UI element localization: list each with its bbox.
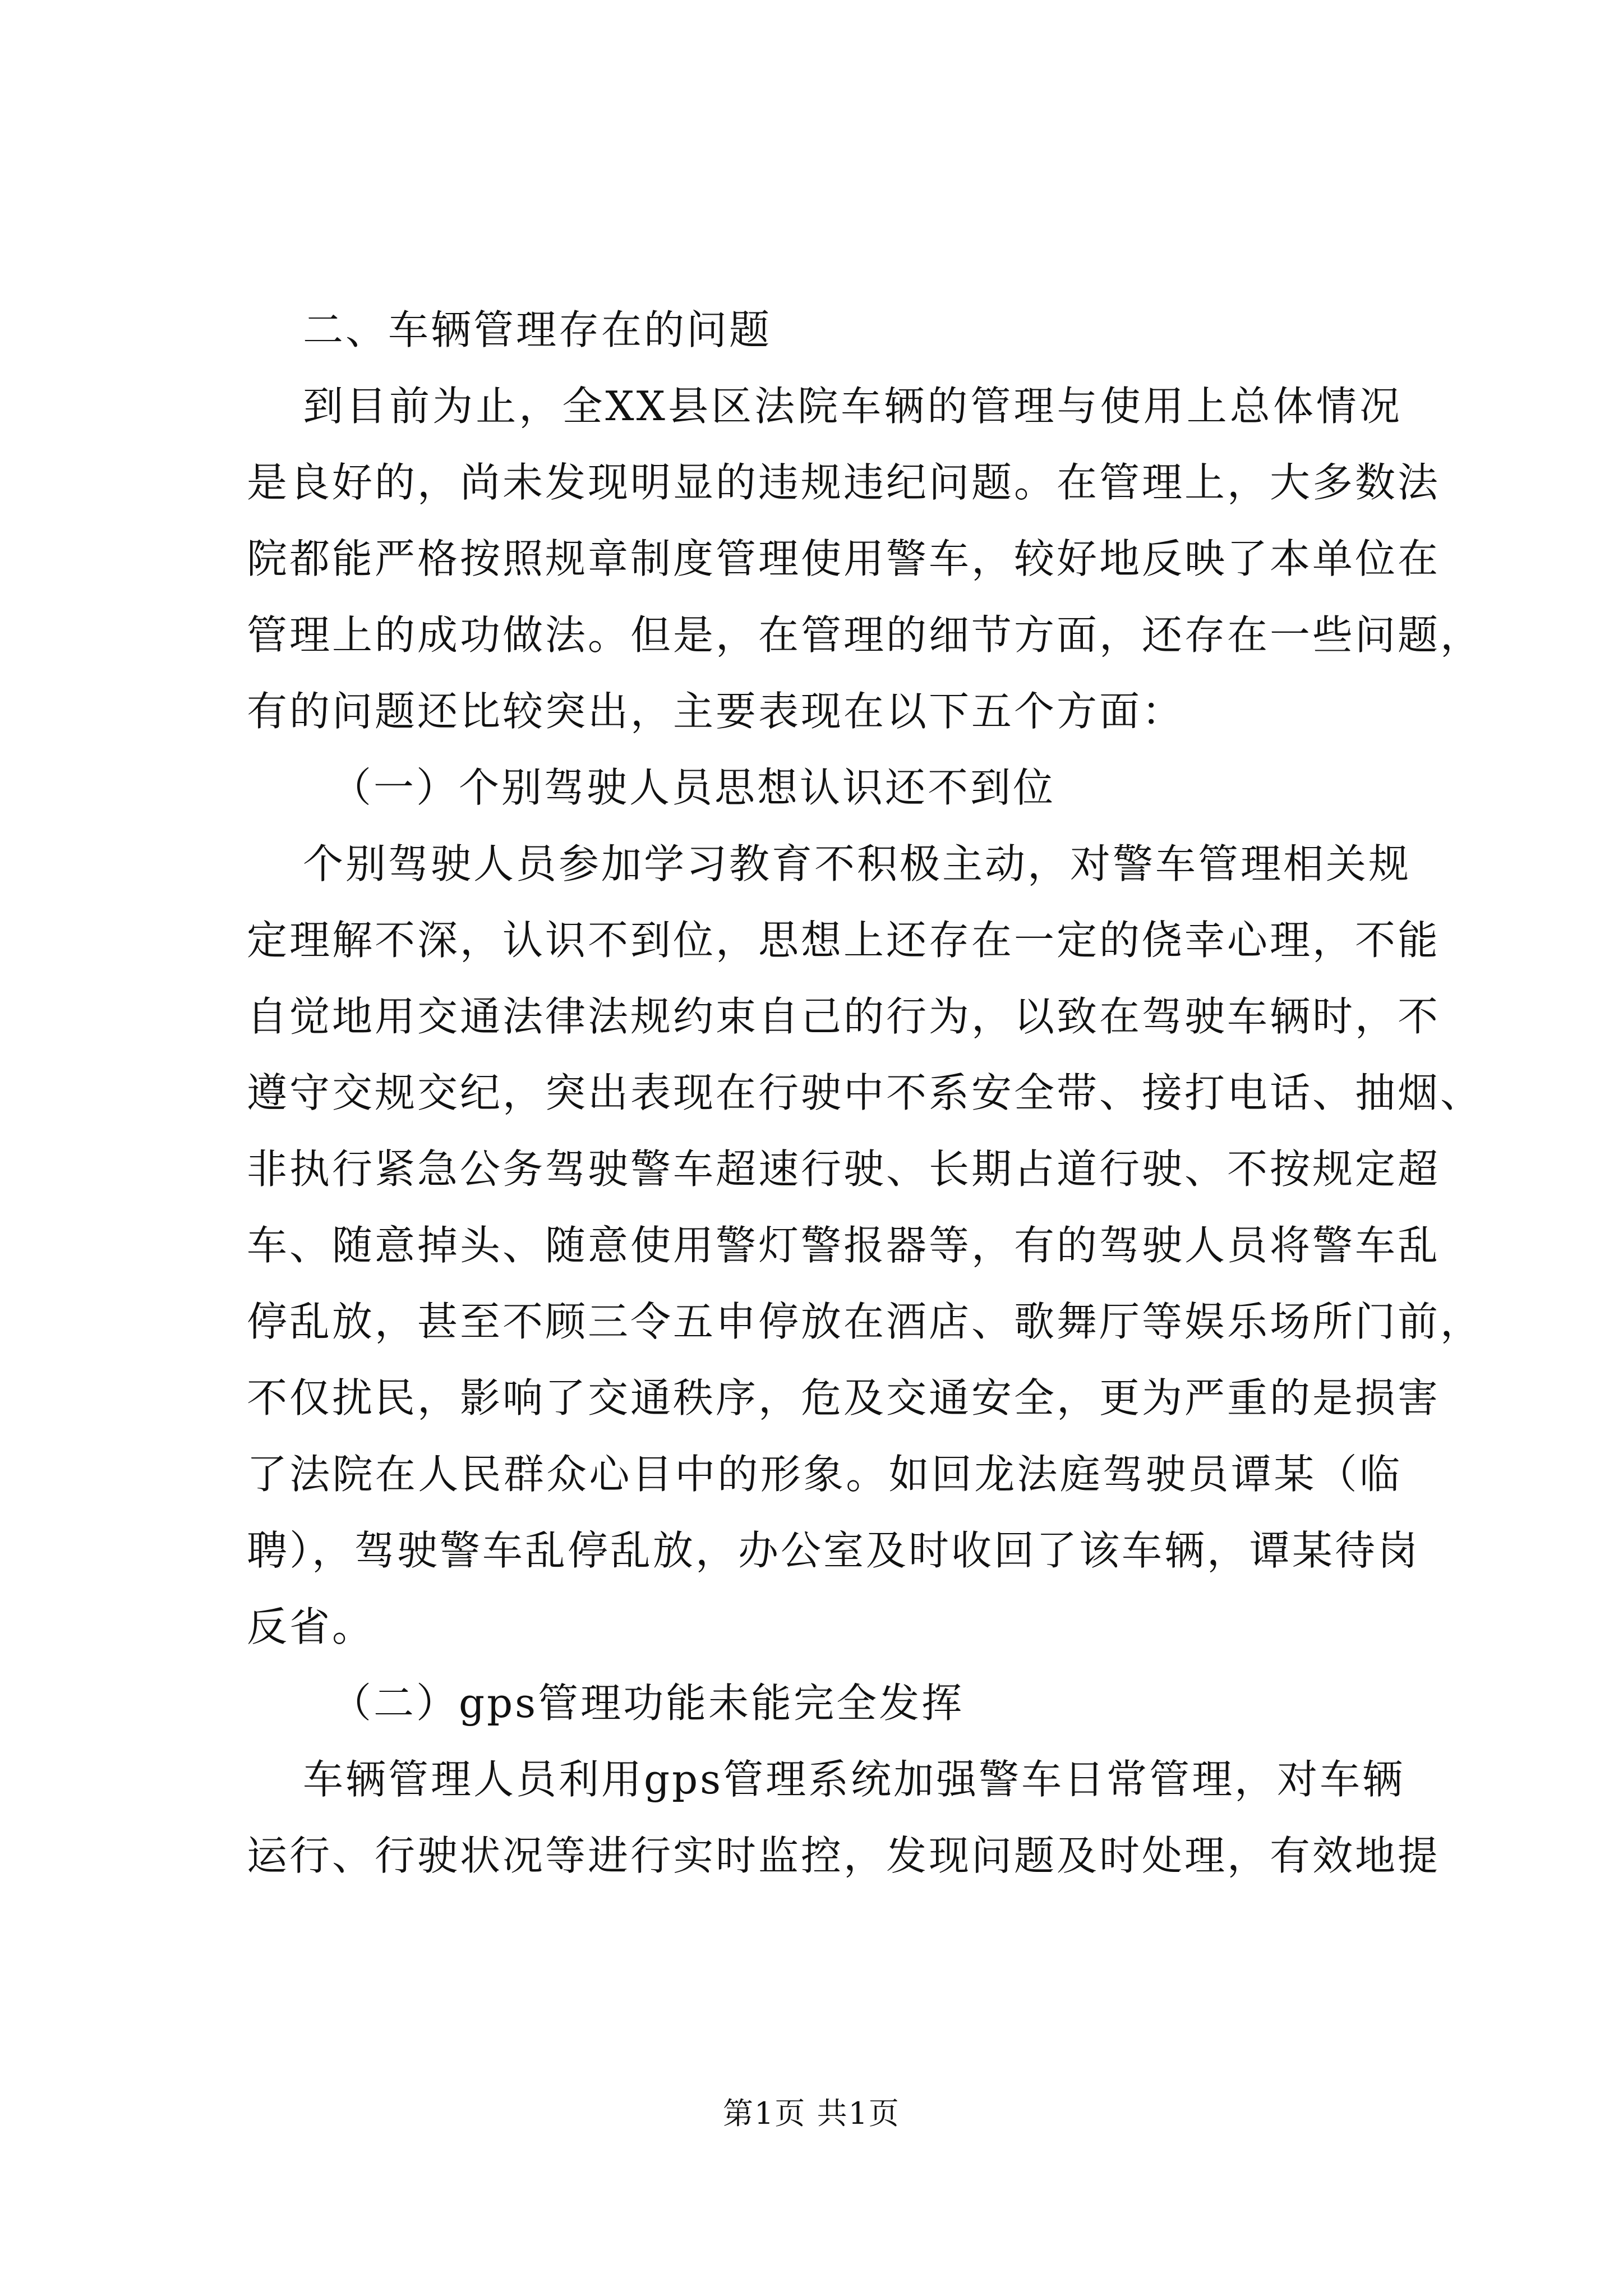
section-heading: 二、车辆管理存在的问题 [303, 306, 772, 353]
paragraph-line: 车、随意掉头、随意使用警灯警报器等，有的驾驶人员将警车乱 [247, 1222, 1441, 1269]
paragraph-line: 非执行紧急公务驾驶警车超速行驶、长期占道行驶、不按规定超 [247, 1145, 1441, 1193]
paragraph-line: 自觉地用交通法律法规约束自己的行为，以致在驾驶车辆时，不 [247, 993, 1441, 1040]
paragraph-line: 车辆管理人员利用gps管理系统加强警车日常管理，对车辆 [303, 1756, 1405, 1803]
subheading-1: （一）个别驾驶人员思想认识还不到位 [331, 764, 1056, 811]
paragraph-2 [247, 826, 1483, 1665]
paragraph-line: 反省。 [247, 1603, 375, 1650]
page-footer: 第1页 共1页 [723, 2096, 900, 2131]
paragraph-line: 聘），驾驶警车乱停乱放，办公室及时收回了该车辆，谭某待岗 [247, 1527, 1421, 1574]
paragraph-line: 院都能严格按照规章制度管理使用警车，较好地反映了本单位在 [247, 535, 1441, 582]
paragraph-line: 了法院在人民群众心目中的形象。如回龙法庭驾驶员谭某（临 [247, 1451, 1402, 1498]
subheading-2: （二）gps管理功能未能完全发挥 [331, 1680, 965, 1727]
paragraph-3 [247, 1741, 1441, 1894]
paragraph-line: 定理解不深，认识不到位，思想上还存在一定的侥幸心理，不能 [247, 917, 1441, 964]
paragraph-line: 遵守交规交纪，突出表现在行驶中不系安全带、接打电话、抽烟、 [247, 1069, 1483, 1116]
paragraph-line: 管理上的成功做法。但是，在管理的细节方面，还存在一些问题， [247, 611, 1483, 659]
paragraph-line: 停乱放，甚至不顾三令五申停放在酒店、歌舞厅等娱乐场所门前， [247, 1298, 1483, 1345]
paragraph-line: 有的问题还比较突出，主要表现在以下五个方面： [247, 688, 1185, 735]
paragraph-line: 个别驾驶人员参加学习教育不积极主动，对警车管理相关规 [303, 840, 1412, 887]
paragraph-line: 不仅扰民，影响了交通秩序，危及交通安全，更为严重的是损害 [247, 1374, 1441, 1421]
paragraph-line: 到目前为止，全XX县区法院车辆的管理与使用上总体情况 [303, 383, 1402, 430]
paragraph-line: 运行、行驶状况等进行实时监控，发现问题及时处理，有效地提 [247, 1832, 1441, 1879]
document-body [247, 292, 1483, 1894]
paragraph-line: 是良好的，尚未发现明显的违规违纪问题。在管理上，大多数法 [247, 459, 1441, 506]
paragraph-1 [247, 368, 1483, 749]
